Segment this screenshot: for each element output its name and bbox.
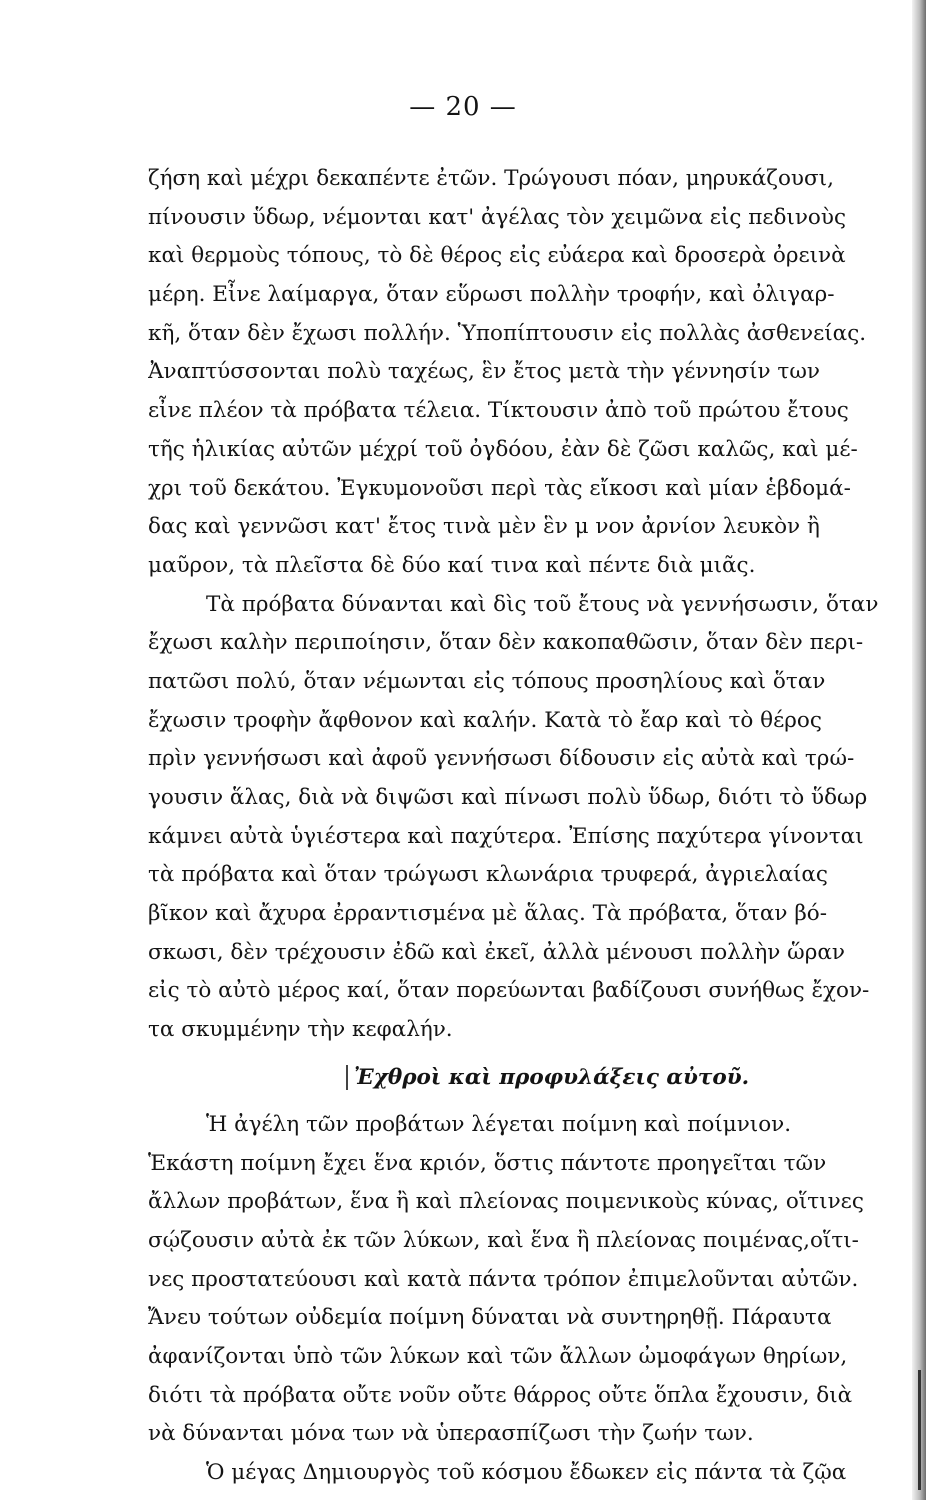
paragraph-start-line: Τὰ πρόβατα δύνανται καὶ δὶς τοῦ ἔτους νὰ γεννήσωσιν, ὅταν xyxy=(206,591,879,617)
text-line: γουσιν ἅλας, διὰ νὰ διψῶσι καὶ πίνωσι πολὺ ὕδωρ, διότι τὸ ὕδωρ xyxy=(148,785,868,810)
section-heading-text: Ἐχθροὶ καὶ προφυλάξεις αὐτοῦ. xyxy=(346,1065,749,1090)
text-line: ἔχωσι καλὴν περιποίησιν, ὅταν δὲν κακοπαθῶσιν, ὅταν δὲν περι- xyxy=(148,630,864,656)
text-line: ἀφανίζονται ὑπὸ τῶν λύκων καὶ τῶν ἄλλων ὠμοφάγων θηρίων, xyxy=(148,1343,848,1369)
text-line: εἶνε πλέον τὰ πρόβατα τέλεια. Τίκτουσιν ἀπὸ τοῦ πρώτου ἔτους xyxy=(148,398,849,424)
section-heading xyxy=(148,1050,918,1106)
paragraph-start-line: Ἡ ἀγέλη τῶν προβάτων λέγεται ποίμνη καὶ ποίμνιον. xyxy=(206,1111,792,1137)
text-line: δας καὶ γεννῶσι κατ' ἔτος τινὰ μὲν ἓν μ νον ἀρνίον λευκὸν ἢ xyxy=(148,514,820,540)
text-line: κῆ, ὅταν δὲν ἔχωσι πολλήν. Ὑποπίπτουσιν εἰς πολλὰς ἀσθενείας. xyxy=(148,320,867,346)
text-line: Ἀναπτύσσονται πολὺ ταχέως, ἓν ἔτος μετὰ τὴν γέννησίν των xyxy=(148,359,820,385)
text-line: χρι τοῦ δεκάτου. Ἐγκυμονοῦσι περὶ τὰς εἴκοσι καὶ μίαν ἑβδομά- xyxy=(148,475,851,501)
text-line: μαῦρον, τὰ πλεῖστα δὲ δύο καί τινα καὶ πέντε διὰ μιᾶς. xyxy=(148,552,756,578)
text-line: ζήση καὶ μέχρι δεκαπέντε ἐτῶν. Τρώγουσι πόαν, μηρυκάζουσι, xyxy=(148,166,834,191)
text-line: κάμνει αὐτὰ ὑγιέστερα καὶ παχύτερα. Ἐπίσης παχύτερα γίνονται xyxy=(148,823,864,849)
text-line: τῆς ἡλικίας αὐτῶν μέχρί τοῦ ὀγδόου, ἐὰν δὲ ζῶσι καλῶς, καὶ μέ- xyxy=(148,436,858,462)
page-number: — 20 — xyxy=(409,92,517,122)
text-line: βῖκον καὶ ἄχυρα ἐρραντισμένα μὲ ἅλας. Τὰ πρόβατα, ὅταν βό- xyxy=(148,901,827,927)
text-line: καὶ θερμοὺς τόπους, τὸ δὲ θέρος εἰς εὐάερα καὶ δροσερὰ ὀρεινὰ xyxy=(148,243,846,269)
paragraph-start-line: Ὁ μέγας Δημιουργὸς τοῦ κόσμου ἔδωκεν εἰς πάντα τὰ ζῷα xyxy=(206,1460,847,1485)
text-line: Ἄνευ τούτων οὐδεμία ποίμνη δύναται νὰ συντηρηθῇ. Πάραυτα xyxy=(148,1305,832,1331)
body-text xyxy=(148,160,918,1493)
text-line: πατῶσι πολύ, ὅταν νέμωνται εἰς τόπους προσηλίους καὶ ὅταν xyxy=(148,668,826,694)
text-line: διότι τὰ πρόβατα οὔτε νοῦν οὔτε θάρρος οὔτε ὅπλα ἔχουσιν, διὰ xyxy=(148,1382,853,1408)
text-line: ἔχωσιν τροφὴν ἄφθονον καὶ καλήν. Κατὰ τὸ ἔαρ καὶ τὸ θέρος xyxy=(148,707,822,733)
text-line: τα σκυμμένην τὴν κεφαλήν. xyxy=(148,1017,453,1043)
text-line: μέρη. Εἶνε λαίμαργα, ὅταν εὕρωσι πολλὴν τροφήν, καὶ ὀλιγαρ- xyxy=(148,282,835,308)
text-line: νες προστατεύουσι καὶ κατὰ πάντα τρόπον ἐπιμελοῦνται αὐτῶν. xyxy=(148,1266,859,1292)
text-line: πρὶν γεννήσωσι καὶ ἀφοῦ γεννήσωσι δίδουσιν εἰς αὐτὰ καὶ τρώ- xyxy=(148,746,855,772)
text-line: εἰς τὸ αὐτὸ μέρος καί, ὅταν πορεύωνται βαδίζουσι συνήθως ἔχον- xyxy=(148,978,870,1004)
text-line: πίνουσιν ὕδωρ, νέμονται κατ' ἀγέλας τὸν χειμῶνα εἰς πεδινοὺς xyxy=(148,204,846,230)
text-line: σῴζουσιν αὐτὰ ἐκ τῶν λύκων, καὶ ἕνα ἢ πλείονας ποιμένας,οἵτι- xyxy=(148,1227,859,1253)
text-line: τὰ πρόβατα καὶ ὅταν τρώγωσι κλωνάρια τρυφερά, ἀγριελαίας xyxy=(148,862,828,888)
text-line: Ἑκάστη ποίμνη ἔχει ἕνα κριόν, ὅστις πάντοτε προηγεῖται τῶν xyxy=(148,1150,827,1176)
text-line: ἄλλων προβάτων, ἕνα ἢ καὶ πλείονας ποιμενικοὺς κύνας, οἵτινες xyxy=(148,1189,864,1215)
binding-mark xyxy=(918,1370,921,1490)
text-line: σκωσι, δὲν τρέχουσιν ἐδῶ καὶ ἐκεῖ, ἀλλὰ μένουσι πολλὴν ὥραν xyxy=(148,939,845,965)
text-line: νὰ δύνανται μόνα των νὰ ὑπερασπίζωσι τὴν ζωήν των. xyxy=(148,1421,754,1447)
